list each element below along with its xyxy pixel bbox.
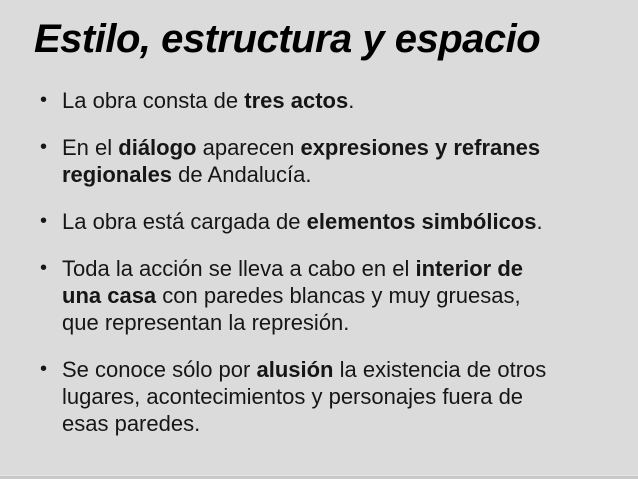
bullet-dot-icon: •: [40, 257, 48, 280]
bullet-text: La obra está cargada de elementos simbólicos.: [62, 209, 543, 235]
bullet-dot-icon: •: [40, 89, 48, 112]
slide-bottom-edge: [0, 475, 638, 479]
bullet-item: [34, 356, 620, 437]
bullet-item: [34, 87, 620, 114]
bullet-dot-icon: •: [40, 136, 48, 159]
bullet-item: [34, 134, 620, 188]
slide-title: Estilo, estructura y espacio: [34, 17, 541, 61]
bullet-list: [34, 87, 620, 437]
bullet-text: Se conoce sólo por alusión la existencia de otros lugares, acontecimientos y personajes fuera de esas paredes.: [62, 357, 547, 437]
bullet-text: La obra consta de tres actos.: [62, 88, 355, 114]
bullet-dot-icon: •: [40, 210, 48, 233]
bullet-dot-icon: •: [40, 358, 48, 381]
bullet-item: [34, 208, 620, 235]
bullet-text: Toda la acción se lleva a cabo en el interior de una casa con paredes blancas y muy gruesas, que representan la represión.: [62, 256, 524, 336]
bullet-text: En el diálogo aparecen expresiones y refranes regionales de Andalucía.: [62, 135, 541, 188]
bullet-item: [34, 255, 620, 336]
